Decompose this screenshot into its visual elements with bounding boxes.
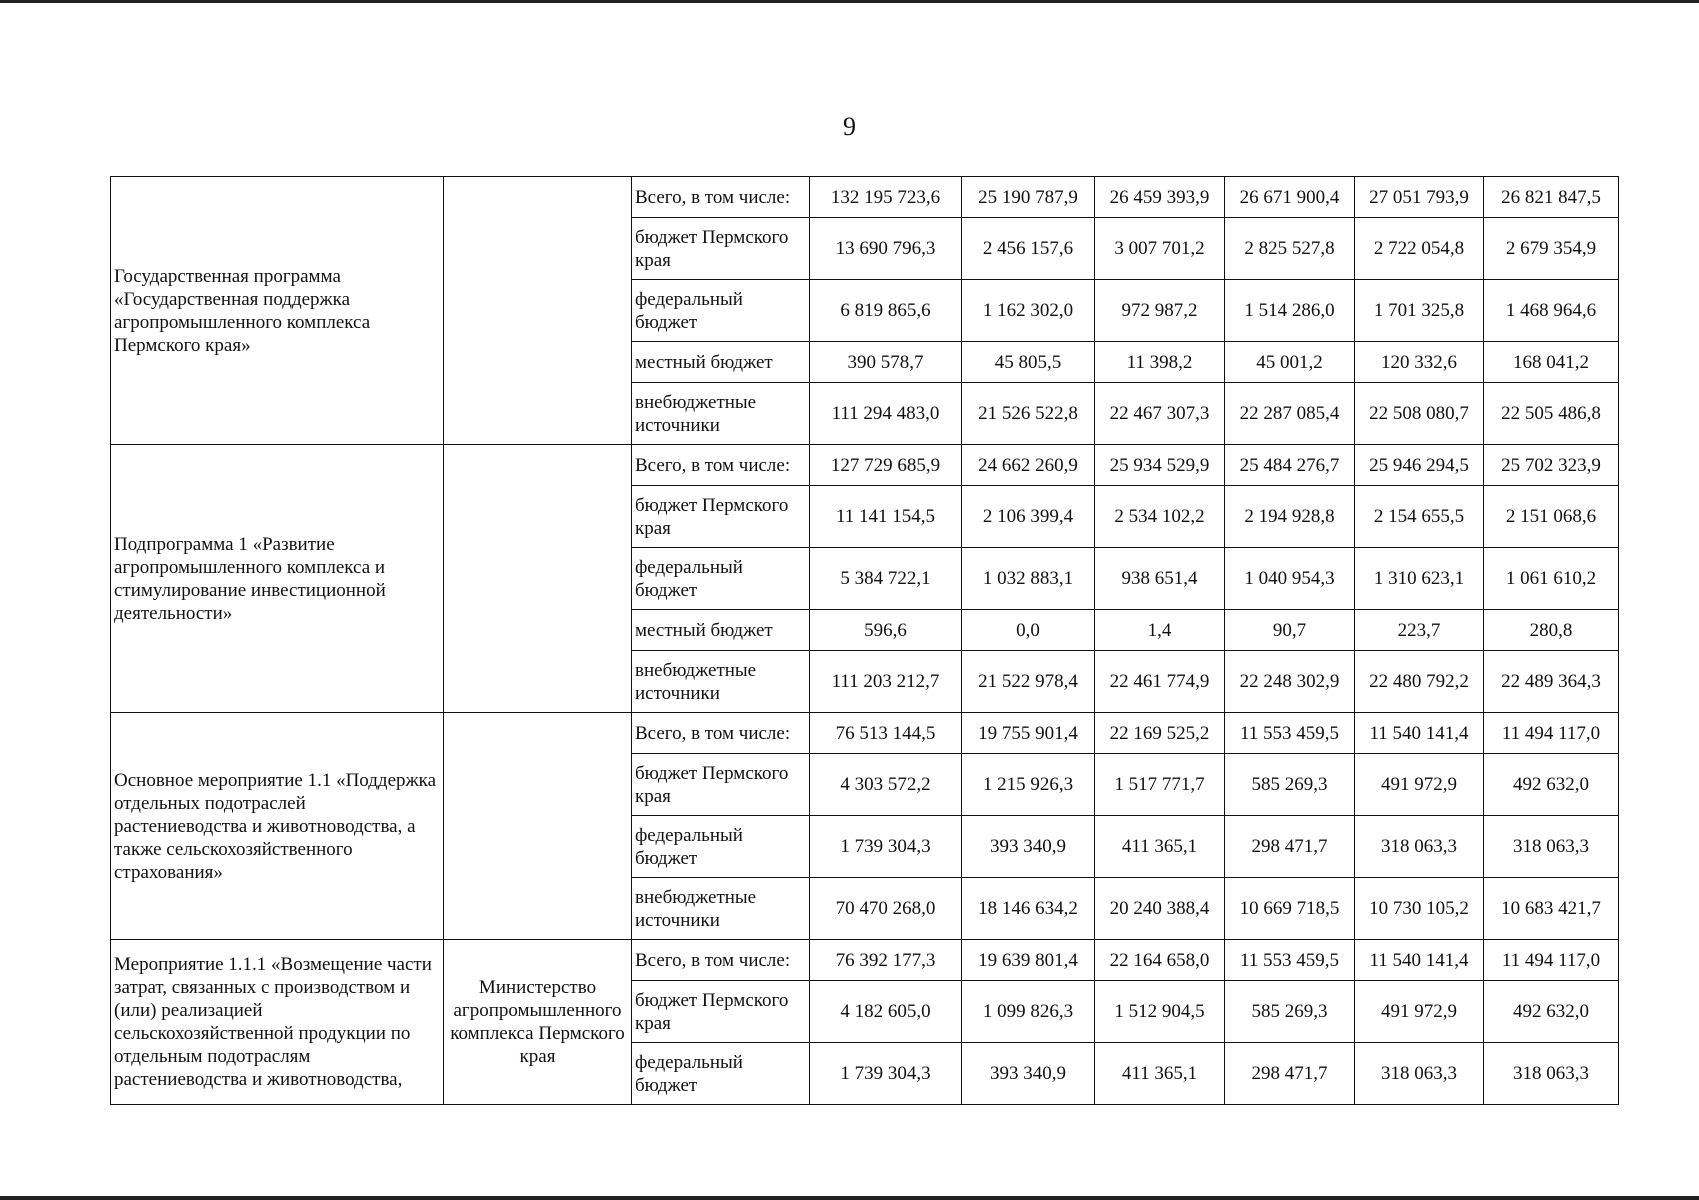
- year-value-cell: 938 651,4: [1095, 548, 1225, 610]
- year-value-cell: 2 194 928,8: [1225, 486, 1355, 548]
- year-value-cell: 1 040 954,3: [1225, 548, 1355, 610]
- year-value-cell: 11 540 141,4: [1355, 940, 1484, 981]
- year-value-cell: 2 151 068,6: [1484, 486, 1619, 548]
- executor-cell: [444, 713, 632, 940]
- year-value-cell: 11 398,2: [1095, 342, 1225, 383]
- year-value-cell: 26 671 900,4: [1225, 177, 1355, 218]
- table-body: [111, 177, 1619, 1105]
- year-value-cell: 11 553 459,5: [1225, 713, 1355, 754]
- page-number: 9: [843, 112, 856, 141]
- year-value-cell: 25 484 276,7: [1225, 445, 1355, 486]
- year-value-cell: 2 722 054,8: [1355, 218, 1484, 280]
- year-value-cell: 1 099 826,3: [962, 981, 1095, 1043]
- year-value-cell: 26 459 393,9: [1095, 177, 1225, 218]
- year-value-cell: 1 468 964,6: [1484, 280, 1619, 342]
- funding-source-cell: внебюджетные источники: [632, 878, 810, 940]
- total-value-cell: 1 739 304,3: [810, 816, 962, 878]
- year-value-cell: 27 051 793,9: [1355, 177, 1484, 218]
- year-value-cell: 25 934 529,9: [1095, 445, 1225, 486]
- year-value-cell: 585 269,3: [1225, 754, 1355, 816]
- total-value-cell: 70 470 268,0: [810, 878, 962, 940]
- year-value-cell: 25 946 294,5: [1355, 445, 1484, 486]
- scan-edge-top: [0, 0, 1699, 3]
- total-value-cell: 76 513 144,5: [810, 713, 962, 754]
- funding-source-cell: местный бюджет: [632, 610, 810, 651]
- year-value-cell: 411 365,1: [1095, 816, 1225, 878]
- year-value-cell: 1 215 926,3: [962, 754, 1095, 816]
- funding-source-cell: Всего, в том числе:: [632, 177, 810, 218]
- year-value-cell: 2 154 655,5: [1355, 486, 1484, 548]
- year-value-cell: 168 041,2: [1484, 342, 1619, 383]
- funding-source-cell: Всего, в том числе:: [632, 713, 810, 754]
- year-value-cell: 22 489 364,3: [1484, 651, 1619, 713]
- funding-source-cell: бюджет Пермского края: [632, 754, 810, 816]
- year-value-cell: 491 972,9: [1355, 981, 1484, 1043]
- year-value-cell: 318 063,3: [1484, 816, 1619, 878]
- total-value-cell: 4 182 605,0: [810, 981, 962, 1043]
- year-value-cell: 22 287 085,4: [1225, 383, 1355, 445]
- year-value-cell: 10 669 718,5: [1225, 878, 1355, 940]
- year-value-cell: 22 467 307,3: [1095, 383, 1225, 445]
- year-value-cell: 1 310 623,1: [1355, 548, 1484, 610]
- year-value-cell: 20 240 388,4: [1095, 878, 1225, 940]
- year-value-cell: 26 821 847,5: [1484, 177, 1619, 218]
- year-value-cell: 2 825 527,8: [1225, 218, 1355, 280]
- year-value-cell: 19 639 801,4: [962, 940, 1095, 981]
- funding-source-cell: бюджет Пермского края: [632, 218, 810, 280]
- scan-edge-bottom: [0, 1196, 1699, 1200]
- year-value-cell: 22 169 525,2: [1095, 713, 1225, 754]
- year-value-cell: 25 702 323,9: [1484, 445, 1619, 486]
- year-value-cell: 11 494 117,0: [1484, 940, 1619, 981]
- year-value-cell: 393 340,9: [962, 1043, 1095, 1105]
- funding-source-cell: бюджет Пермского края: [632, 981, 810, 1043]
- year-value-cell: 1,4: [1095, 610, 1225, 651]
- funding-source-cell: федеральный бюджет: [632, 280, 810, 342]
- year-value-cell: 11 540 141,4: [1355, 713, 1484, 754]
- year-value-cell: 318 063,3: [1355, 816, 1484, 878]
- total-value-cell: 596,6: [810, 610, 962, 651]
- funding-source-cell: внебюджетные источники: [632, 383, 810, 445]
- year-value-cell: 972 987,2: [1095, 280, 1225, 342]
- year-value-cell: 21 526 522,8: [962, 383, 1095, 445]
- year-value-cell: 393 340,9: [962, 816, 1095, 878]
- year-value-cell: 411 365,1: [1095, 1043, 1225, 1105]
- year-value-cell: 318 063,3: [1484, 1043, 1619, 1105]
- year-value-cell: 491 972,9: [1355, 754, 1484, 816]
- year-value-cell: 1 517 771,7: [1095, 754, 1225, 816]
- program-name-cell: Государственная программа «Государственная поддержка агропромышленного комплекса Пермского края»: [111, 177, 444, 445]
- year-value-cell: 22 508 080,7: [1355, 383, 1484, 445]
- year-value-cell: 22 248 302,9: [1225, 651, 1355, 713]
- year-value-cell: 90,7: [1225, 610, 1355, 651]
- year-value-cell: 2 456 157,6: [962, 218, 1095, 280]
- year-value-cell: 22 164 658,0: [1095, 940, 1225, 981]
- table-row: [111, 445, 1619, 486]
- budget-table: [110, 176, 1619, 1105]
- year-value-cell: 45 805,5: [962, 342, 1095, 383]
- year-value-cell: 22 461 774,9: [1095, 651, 1225, 713]
- year-value-cell: 18 146 634,2: [962, 878, 1095, 940]
- funding-source-cell: федеральный бюджет: [632, 1043, 810, 1105]
- year-value-cell: 120 332,6: [1355, 342, 1484, 383]
- year-value-cell: 298 471,7: [1225, 1043, 1355, 1105]
- table-row: [111, 713, 1619, 754]
- year-value-cell: 2 534 102,2: [1095, 486, 1225, 548]
- funding-source-cell: Всего, в том числе:: [632, 940, 810, 981]
- total-value-cell: 132 195 723,6: [810, 177, 962, 218]
- year-value-cell: 1 514 286,0: [1225, 280, 1355, 342]
- year-value-cell: 1 512 904,5: [1095, 981, 1225, 1043]
- total-value-cell: 390 578,7: [810, 342, 962, 383]
- year-value-cell: 492 632,0: [1484, 754, 1619, 816]
- funding-source-cell: бюджет Пермского края: [632, 486, 810, 548]
- year-value-cell: 2 106 399,4: [962, 486, 1095, 548]
- funding-source-cell: внебюджетные источники: [632, 651, 810, 713]
- total-value-cell: 1 739 304,3: [810, 1043, 962, 1105]
- year-value-cell: 298 471,7: [1225, 816, 1355, 878]
- year-value-cell: 22 505 486,8: [1484, 383, 1619, 445]
- year-value-cell: 11 494 117,0: [1484, 713, 1619, 754]
- total-value-cell: 5 384 722,1: [810, 548, 962, 610]
- total-value-cell: 11 141 154,5: [810, 486, 962, 548]
- total-value-cell: 127 729 685,9: [810, 445, 962, 486]
- total-value-cell: 4 303 572,2: [810, 754, 962, 816]
- year-value-cell: 25 190 787,9: [962, 177, 1095, 218]
- program-name-cell: Мероприятие 1.1.1 «Возмещение части затрат, связанных с производством и (или) реализацией сельскохозяйственной продукции по отдельным подотраслям растениеводства и животноводства,: [111, 940, 444, 1105]
- executor-cell: [444, 445, 632, 713]
- total-value-cell: 76 392 177,3: [810, 940, 962, 981]
- total-value-cell: 13 690 796,3: [810, 218, 962, 280]
- year-value-cell: 1 701 325,8: [1355, 280, 1484, 342]
- funding-source-cell: федеральный бюджет: [632, 816, 810, 878]
- table-row: [111, 940, 1619, 981]
- executor-cell: [444, 177, 632, 445]
- year-value-cell: 11 553 459,5: [1225, 940, 1355, 981]
- year-value-cell: 1 061 610,2: [1484, 548, 1619, 610]
- year-value-cell: 0,0: [962, 610, 1095, 651]
- year-value-cell: 1 032 883,1: [962, 548, 1095, 610]
- year-value-cell: 1 162 302,0: [962, 280, 1095, 342]
- year-value-cell: 22 480 792,2: [1355, 651, 1484, 713]
- year-value-cell: 21 522 978,4: [962, 651, 1095, 713]
- year-value-cell: 223,7: [1355, 610, 1484, 651]
- year-value-cell: 10 683 421,7: [1484, 878, 1619, 940]
- year-value-cell: 280,8: [1484, 610, 1619, 651]
- year-value-cell: 2 679 354,9: [1484, 218, 1619, 280]
- total-value-cell: 111 203 212,7: [810, 651, 962, 713]
- program-name-cell: Основное мероприятие 1.1 «Поддержка отдельных подотраслей растениеводства и животноводства, а также сельскохозяйственного страхования»: [111, 713, 444, 940]
- year-value-cell: 19 755 901,4: [962, 713, 1095, 754]
- year-value-cell: 492 632,0: [1484, 981, 1619, 1043]
- funding-source-cell: федеральный бюджет: [632, 548, 810, 610]
- table-row: [111, 177, 1619, 218]
- funding-source-cell: Всего, в том числе:: [632, 445, 810, 486]
- year-value-cell: 24 662 260,9: [962, 445, 1095, 486]
- year-value-cell: 3 007 701,2: [1095, 218, 1225, 280]
- total-value-cell: 111 294 483,0: [810, 383, 962, 445]
- funding-source-cell: местный бюджет: [632, 342, 810, 383]
- year-value-cell: 318 063,3: [1355, 1043, 1484, 1105]
- program-name-cell: Подпрограмма 1 «Развитие агропромышленного комплекса и стимулирование инвестиционной деятельности»: [111, 445, 444, 713]
- year-value-cell: 10 730 105,2: [1355, 878, 1484, 940]
- year-value-cell: 585 269,3: [1225, 981, 1355, 1043]
- year-value-cell: 45 001,2: [1225, 342, 1355, 383]
- executor-cell: Министерство агропромышленного комплекса Пермского края: [444, 940, 632, 1105]
- total-value-cell: 6 819 865,6: [810, 280, 962, 342]
